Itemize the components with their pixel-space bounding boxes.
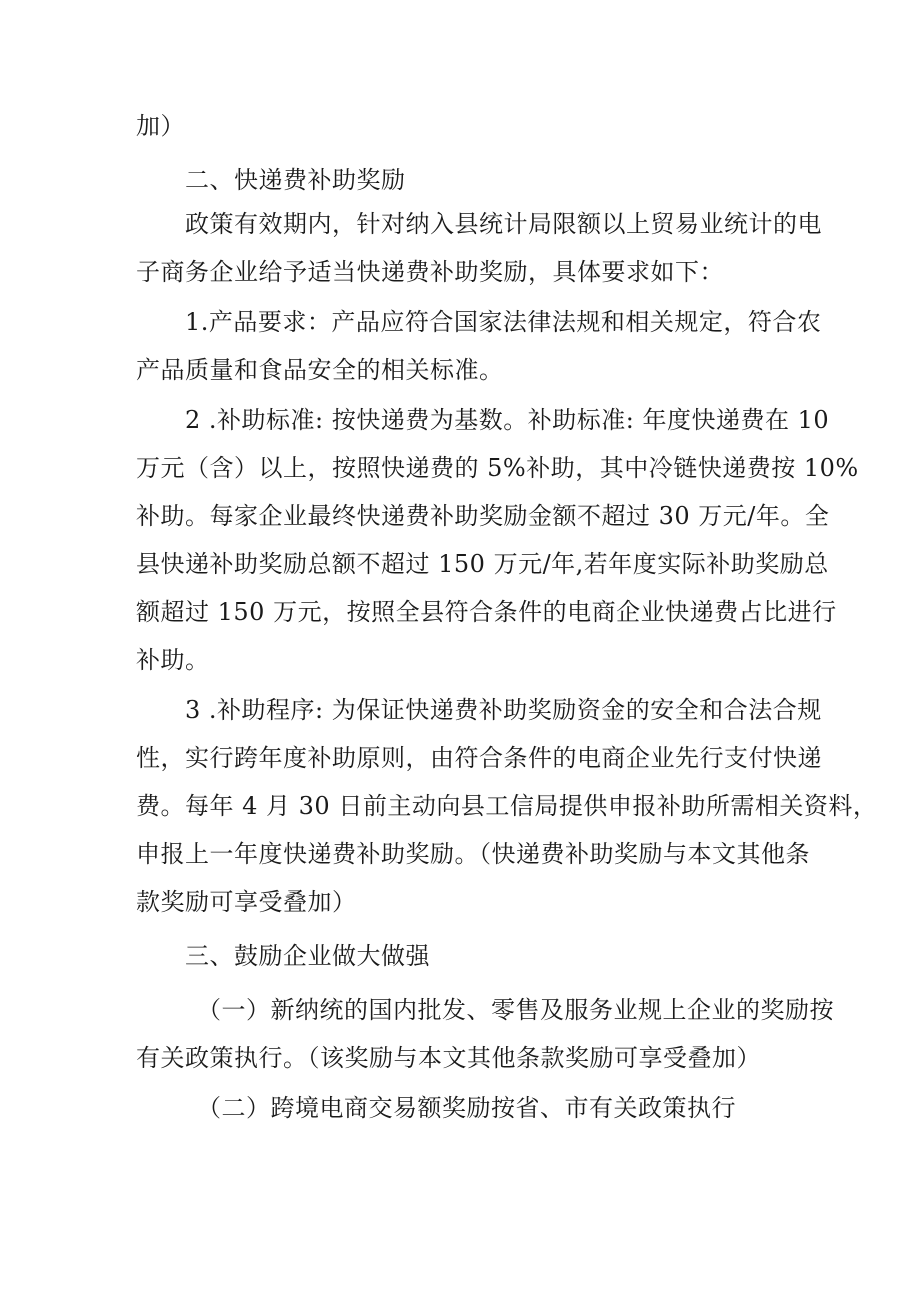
paragraph-line: 款奖励可享受叠加） xyxy=(136,888,357,916)
paragraph-line: 申报上一年度快递费补助奖励。（快递费补助奖励与本文其他条 xyxy=(136,840,810,868)
paragraph-line: 万元（含）以上，按照快递费的 5%补助，其中冷链快递费按 10% xyxy=(136,454,859,482)
item-subsidy-procedure: 3 .补助程序: 为保证快递费补助奖励资金的安全和合法合规 xyxy=(185,696,822,724)
paragraph-line: 费。每年 4 月 30 日前主动向县工信局提供申报补助所需相关资料， xyxy=(136,792,878,820)
paragraph-line: 性，实行跨年度补助原则，由符合条件的电商企业先行支付快递 xyxy=(136,744,822,772)
paragraph-line: 额超过 150 万元，按照全县符合条件的电商企业快递费占比进行 xyxy=(136,598,837,626)
paragraph-line: 有关政策执行。（该奖励与本文其他条款奖励可享受叠加） xyxy=(136,1044,761,1072)
section-heading-encourage-enterprises: 三、鼓励企业做大做强 xyxy=(185,942,430,970)
paragraph-line: 补助。 xyxy=(136,646,210,674)
item-product-requirement: 1.产品要求：产品应符合国家法律法规和相关规定，符合农 xyxy=(185,308,822,336)
paragraph-line: 子商务企业给予适当快递费补助奖励，具体要求如下： xyxy=(136,258,724,286)
item-subsidy-standard: 2 .补助标准: 按快递费为基数。补助标准: 年度快递费在 10 xyxy=(185,406,830,434)
item-cross-border-reward: （二）跨境电商交易额奖励按省、市有关政策执行 xyxy=(197,1094,736,1122)
paragraph-line: 县快递补助奖励总额不超过 150 万元/年,若年度实际补助奖励总 xyxy=(136,550,829,578)
paragraph-line: 产品质量和食品安全的相关标准。 xyxy=(136,356,504,384)
item-new-enterprise-reward: （一）新纳统的国内批发、零售及服务业规上企业的奖励按 xyxy=(197,996,834,1024)
paragraph-line: 补助。每家企业最终快递费补助奖励金额不超过 30 万元/年。全 xyxy=(136,502,830,530)
paragraph-line: 政策有效期内，针对纳入县统计局限额以上贸易业统计的电 xyxy=(185,210,822,238)
continuation-line: 加） xyxy=(136,112,185,140)
section-heading-express-subsidy: 二、快递费补助奖励 xyxy=(185,166,406,194)
